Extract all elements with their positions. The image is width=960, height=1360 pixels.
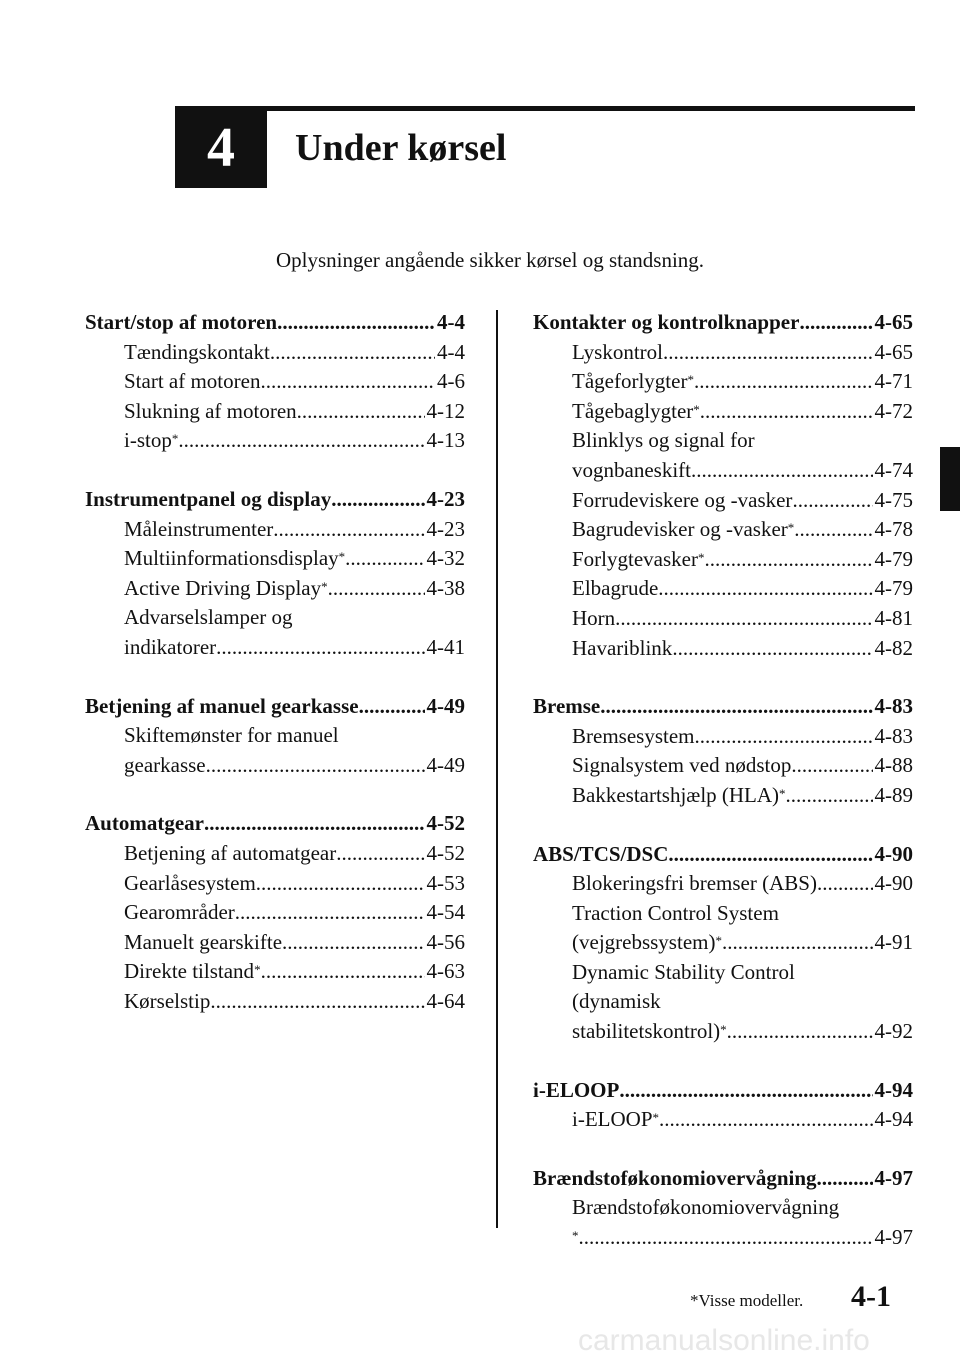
toc-entry-text: Tågebaglygter — [572, 398, 694, 423]
toc-entry[interactable] — [533, 397, 913, 427]
toc-entry-line: (dynamisk — [572, 989, 661, 1014]
dot-leader — [359, 692, 425, 722]
toc-entry-text: vognbaneskift — [572, 457, 691, 482]
asterisk-mark: * — [715, 933, 722, 949]
toc-entry-page: 4-83 — [874, 723, 913, 748]
toc-section-heading[interactable] — [85, 809, 465, 839]
toc-entry-label — [124, 898, 235, 928]
asterisk-mark: * — [652, 1110, 659, 1126]
toc-entry[interactable] — [85, 574, 465, 604]
toc-entry-label — [572, 781, 786, 811]
toc-entry-page: 4-13 — [426, 428, 465, 453]
toc-entry[interactable] — [533, 722, 913, 752]
dot-leader — [345, 544, 424, 574]
toc-entry-label — [124, 544, 345, 574]
toc-entry-text: Kørselstip — [124, 988, 211, 1013]
toc-entry-label — [124, 633, 216, 663]
toc-section — [533, 840, 913, 1047]
toc-entry-label — [124, 869, 256, 899]
toc-entry-text: i-stop — [124, 428, 172, 453]
dot-leader — [206, 751, 425, 781]
toc-entry-page: 4-82 — [874, 635, 913, 660]
toc-entry-page: 4-56 — [426, 929, 465, 954]
asterisk-mark: * — [697, 549, 705, 565]
dot-leader — [256, 869, 425, 899]
dot-leader — [328, 574, 425, 604]
toc-entry-page: 4-38 — [426, 575, 465, 600]
toc-section-heading[interactable] — [533, 840, 913, 870]
toc-entry[interactable] — [533, 634, 913, 664]
toc-entry[interactable] — [533, 1105, 913, 1135]
toc-entry-text: gearkasse — [124, 752, 206, 777]
toc-section-page: 4-97 — [874, 1165, 913, 1190]
toc-entry-line: Advarselslamper og — [124, 605, 293, 630]
toc-section — [533, 308, 913, 663]
toc-section-heading[interactable] — [85, 308, 465, 338]
toc-entry[interactable] — [85, 603, 465, 662]
dot-leader — [817, 869, 873, 899]
toc-entry-page: 4-71 — [874, 369, 913, 394]
dot-leader — [615, 604, 872, 634]
dot-leader — [204, 809, 425, 839]
toc-entry-label — [572, 1017, 727, 1047]
asterisk-mark: * — [687, 372, 694, 388]
toc-entry-page: 4-54 — [426, 900, 465, 925]
watermark: carmanualsonline.info — [578, 1324, 870, 1357]
toc-entry-line — [124, 633, 465, 663]
toc-entry[interactable] — [533, 486, 913, 516]
dot-leader — [261, 957, 425, 987]
toc-entry[interactable] — [85, 397, 465, 427]
toc-entry-page: 4-97 — [874, 1225, 913, 1250]
toc-entry-page: 4-74 — [874, 457, 913, 482]
toc-entry-label — [572, 634, 672, 664]
toc-entry-text: Bakkestartshjælp (HLA) — [572, 782, 780, 807]
toc-entry-label — [572, 722, 694, 752]
toc-section-page: 4-94 — [874, 1077, 913, 1102]
toc-entry[interactable] — [533, 869, 913, 899]
dot-leader — [691, 456, 873, 486]
dot-leader — [579, 1223, 873, 1253]
toc-entry-page: 4-52 — [426, 840, 465, 865]
column-divider — [496, 310, 498, 1228]
toc-entry-page: 4-41 — [426, 634, 465, 659]
toc-entry-text: Elbagrude — [572, 576, 659, 601]
toc-section-title: Betjening af manuel gearkasse — [85, 693, 359, 718]
toc-entry-text: Tændingskontakt — [124, 339, 270, 364]
dot-leader — [658, 574, 872, 604]
toc-entry-line — [572, 1223, 913, 1253]
toc-entry-page: 4-75 — [874, 487, 913, 512]
toc-section-heading[interactable] — [85, 692, 465, 722]
toc-section-heading[interactable] — [533, 692, 913, 722]
toc-section-page: 4-4 — [437, 310, 465, 334]
dot-leader — [694, 722, 872, 752]
toc-entry-page: 4-53 — [426, 870, 465, 895]
dot-leader — [722, 928, 873, 958]
toc-section-title: Instrumentpanel og display — [85, 486, 332, 511]
toc-entry-text: Forrudeviskere og -vasker — [572, 487, 793, 512]
toc-left-column — [85, 308, 465, 1045]
dot-leader — [336, 839, 424, 869]
toc-entry[interactable] — [85, 839, 465, 869]
toc-right-column — [533, 308, 913, 1282]
toc-entry-text: indikatorer — [124, 634, 217, 659]
asterisk-mark: * — [720, 1022, 727, 1038]
toc-section — [533, 1076, 913, 1135]
toc-entry-label — [572, 1105, 659, 1135]
toc-section-page: 4-90 — [874, 841, 913, 866]
asterisk-mark: * — [787, 520, 795, 536]
toc-entry-page: 4-65 — [874, 339, 913, 364]
toc-entry-text: i-ELOOP — [572, 1107, 653, 1132]
toc-entry-label — [572, 338, 663, 368]
toc-entry-label — [572, 869, 817, 899]
dot-leader — [270, 338, 435, 368]
dot-leader — [704, 545, 872, 575]
toc-entry-page: 4-72 — [874, 398, 913, 423]
toc-entry-text: Active Driving Display — [124, 575, 322, 600]
toc-entry-text: Slukning af motoren — [124, 398, 297, 423]
toc-entry[interactable] — [85, 928, 465, 958]
toc-entry-label — [124, 515, 273, 545]
toc-section-title: i-ELOOP — [533, 1077, 620, 1102]
toc-entry-text: stabilitetskontrol) — [572, 1019, 721, 1044]
toc-entry-label — [572, 928, 722, 958]
asterisk-mark: * — [254, 962, 261, 978]
toc-section — [85, 692, 465, 781]
toc-section-title: Bremse — [533, 694, 601, 719]
toc-entry-label — [124, 751, 206, 781]
toc-section — [85, 809, 465, 1016]
toc-section-heading[interactable] — [533, 1076, 913, 1106]
toc-entry-page: 4-6 — [437, 369, 465, 394]
toc-entry-line — [572, 928, 913, 958]
dot-leader — [786, 781, 873, 811]
dot-leader — [297, 397, 425, 427]
dot-leader — [817, 1164, 873, 1194]
toc-entry[interactable] — [533, 781, 913, 811]
toc-entry[interactable] — [533, 426, 913, 485]
dot-leader — [668, 840, 872, 870]
toc-entry[interactable] — [533, 338, 913, 368]
toc-section-title: Brændstoføkonomiovervågning — [533, 1165, 817, 1190]
toc-section-page: 4-49 — [426, 693, 465, 718]
toc-entry-text: Lyskontrol — [572, 339, 664, 364]
toc-entry-text: Havariblink — [572, 635, 673, 660]
toc-entry-label — [572, 486, 792, 516]
asterisk-mark: * — [171, 431, 179, 447]
toc-section-page: 4-52 — [426, 811, 465, 836]
toc-entry-page: 4-88 — [874, 753, 913, 778]
toc-entry-label — [124, 839, 336, 869]
toc-entry[interactable] — [533, 751, 913, 781]
toc-entry[interactable] — [85, 987, 465, 1017]
chapter-number-badge: 4 — [175, 107, 267, 188]
toc-entry[interactable] — [533, 958, 913, 1047]
dot-leader — [619, 1076, 872, 1106]
toc-entry-line — [572, 1017, 913, 1047]
toc-entry[interactable] — [533, 604, 913, 634]
dot-leader — [235, 898, 425, 928]
asterisk-mark: * — [321, 578, 328, 594]
toc-section-heading[interactable] — [533, 1164, 913, 1194]
toc-entry-text: Bremsesystem — [572, 723, 695, 748]
toc-entry[interactable] — [533, 367, 913, 397]
toc-entry-text: Forlygtevasker — [572, 546, 698, 571]
toc-entry-line: Traction Control System — [572, 900, 779, 925]
asterisk-mark: * — [779, 785, 786, 801]
toc-entry-page: 4-32 — [426, 546, 465, 571]
chapter-side-tab — [940, 447, 960, 511]
toc-entry-label — [572, 751, 791, 781]
toc-section-page: 4-65 — [874, 310, 913, 334]
dot-leader — [331, 485, 424, 515]
toc-entry-page: 4-79 — [874, 576, 913, 601]
toc-entry-line: Brændstoføkonomiovervågning — [572, 1195, 840, 1220]
toc-entry-label — [124, 987, 210, 1017]
dot-leader — [799, 308, 872, 338]
toc-entry-label — [572, 397, 700, 427]
toc-entry-text: Betjening af automatgear — [124, 840, 337, 865]
chapter-header-rule — [175, 106, 915, 111]
toc-entry-line — [572, 456, 913, 486]
toc-entry-text: Horn — [572, 605, 616, 630]
toc-entry[interactable] — [85, 721, 465, 780]
toc-entry-page: 4-23 — [426, 516, 465, 541]
toc-entry-page: 4-94 — [874, 1107, 913, 1132]
toc-entry-label — [572, 545, 704, 575]
toc-section — [533, 692, 913, 810]
toc-entry-page: 4-89 — [874, 782, 913, 807]
toc-entry-label — [572, 515, 794, 545]
toc-section — [85, 308, 465, 456]
toc-entry-page: 4-64 — [426, 988, 465, 1013]
dot-leader — [277, 308, 435, 338]
dot-leader — [600, 692, 872, 722]
chapter-title: Under kørsel — [295, 127, 507, 169]
toc-entry-text: Multiinformationsdisplay — [124, 546, 339, 571]
page-number: 4-1 — [851, 1280, 891, 1313]
toc-entry[interactable] — [85, 367, 465, 397]
toc-entry-page: 4-12 — [426, 398, 465, 423]
toc-entry[interactable] — [85, 544, 465, 574]
toc-section-page: 4-23 — [426, 486, 465, 511]
toc-entry-line: Dynamic Stability Control — [572, 959, 795, 984]
toc-entry[interactable] — [85, 869, 465, 899]
toc-entry-text: Bagrudevisker og -vasker — [572, 517, 788, 542]
toc-entry-text: Måleinstrumenter — [124, 516, 274, 541]
dot-leader — [210, 987, 424, 1017]
toc-entry-label — [124, 338, 270, 368]
dot-leader — [659, 1105, 873, 1135]
toc-entry-text: Manuelt gearskifte — [124, 929, 283, 954]
dot-leader — [273, 515, 424, 545]
dot-leader — [663, 338, 872, 368]
dot-leader — [791, 751, 872, 781]
toc-entry-label — [124, 397, 297, 427]
toc-section — [85, 485, 465, 663]
toc-entry-page: 4-49 — [426, 752, 465, 777]
toc-entry-label — [124, 928, 282, 958]
toc-section-heading[interactable] — [533, 308, 913, 338]
toc-entry-page: 4-92 — [874, 1019, 913, 1044]
toc-entry-text: Signalsystem ved nødstop — [572, 753, 792, 778]
toc-entry-label — [124, 957, 261, 987]
toc-entry-text: Blokeringsfri bremser (ABS) — [572, 871, 817, 896]
toc-section-title: ABS/TCS/DSC — [533, 841, 669, 866]
toc-entry[interactable] — [533, 515, 913, 545]
toc-entry-text: Gearlåsesystem — [124, 870, 256, 895]
toc-section-title: Start/stop af motoren — [85, 310, 278, 334]
dot-leader — [282, 928, 424, 958]
toc-section — [533, 1164, 913, 1253]
toc-entry-page: 4-63 — [426, 959, 465, 984]
dot-leader — [794, 515, 872, 545]
asterisk-mark: * — [338, 549, 346, 565]
toc-entry[interactable] — [85, 338, 465, 368]
toc-section-title: Automatgear — [85, 811, 204, 836]
footnote: *Visse modeller. — [690, 1291, 804, 1310]
toc-entry-text: Tågeforlygter — [572, 369, 688, 394]
toc-entry[interactable] — [533, 1193, 913, 1252]
toc-entry-text: Start af motoren — [124, 369, 261, 394]
asterisk-mark: * — [693, 401, 700, 417]
toc-entry-label — [572, 604, 615, 634]
toc-entry[interactable] — [85, 957, 465, 987]
toc-entry-page: 4-79 — [874, 546, 913, 571]
dot-leader — [260, 367, 435, 397]
toc-entry-page: 4-81 — [874, 605, 913, 630]
dot-leader — [178, 426, 424, 456]
toc-section-heading[interactable] — [85, 485, 465, 515]
toc-entry-page: 4-78 — [874, 517, 913, 542]
dot-leader — [672, 634, 872, 664]
toc-entry[interactable] — [85, 426, 465, 456]
toc-entry-line — [124, 751, 465, 781]
toc-entry-label — [572, 456, 691, 486]
toc-entry-label — [572, 367, 694, 397]
toc-entry[interactable] — [533, 899, 913, 958]
toc-entry-text: Gearområder — [124, 900, 235, 925]
chapter-intro: Oplysninger angående sikker kørsel og standsning. — [275, 248, 705, 272]
toc-entry[interactable] — [533, 574, 913, 604]
toc-entry-line: Skiftemønster for manuel — [124, 723, 339, 748]
toc-entry-page: 4-90 — [874, 871, 913, 896]
toc-entry-text: (vejgrebssystem) — [572, 930, 716, 955]
dot-leader — [700, 397, 873, 427]
dot-leader — [694, 367, 873, 397]
toc-entry[interactable] — [533, 545, 913, 575]
asterisk-mark: * — [572, 1228, 579, 1244]
toc-entry[interactable] — [85, 898, 465, 928]
toc-entry-label — [124, 367, 260, 397]
toc-entry-label — [572, 574, 658, 604]
toc-entry-page: 4-4 — [437, 339, 465, 364]
toc-section-page: 4-83 — [874, 694, 913, 719]
toc-entry-line: Blinklys og signal for — [572, 428, 755, 453]
dot-leader — [727, 1017, 873, 1047]
dot-leader — [792, 486, 872, 516]
toc-entry-page: 4-91 — [874, 930, 913, 955]
toc-section-title: Kontakter og kontrolknapper — [533, 310, 800, 334]
toc-entry[interactable] — [85, 515, 465, 545]
toc-entry-label — [124, 574, 328, 604]
toc-entry-label — [124, 426, 178, 456]
dot-leader — [216, 633, 424, 663]
toc-entry-text: Direkte tilstand — [124, 959, 255, 984]
